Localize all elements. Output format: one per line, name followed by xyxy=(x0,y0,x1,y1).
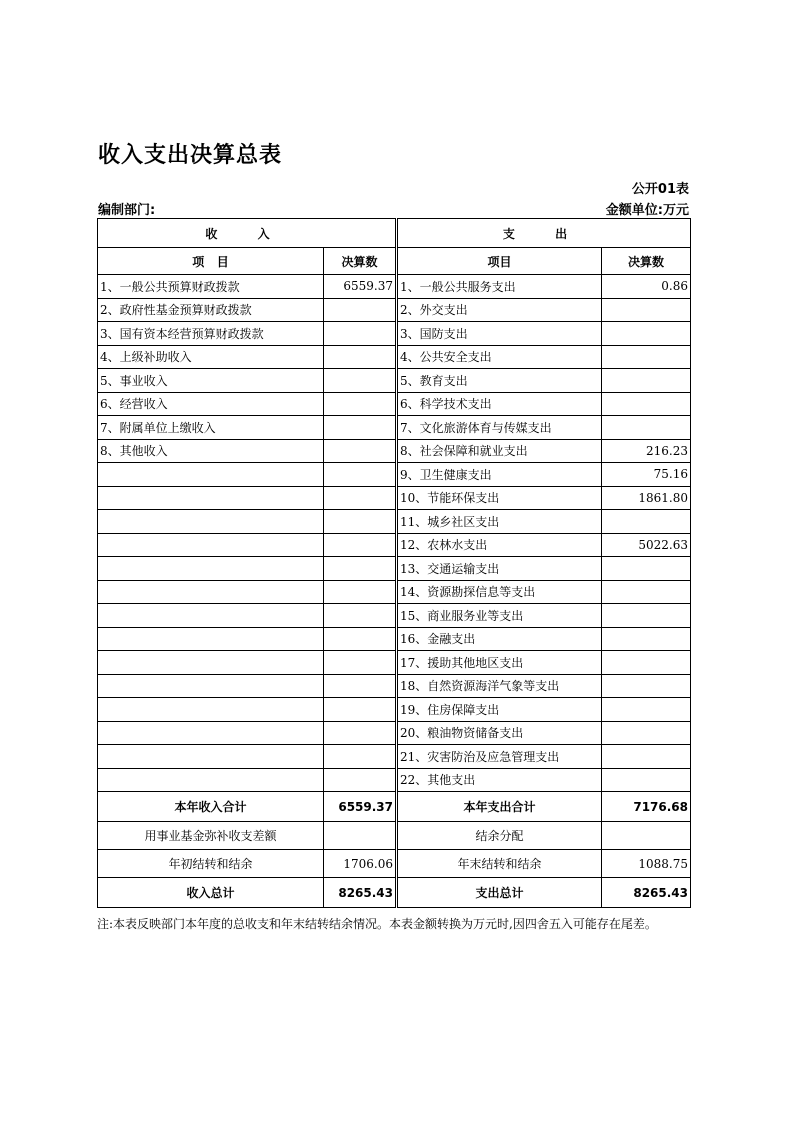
end-balance-value: 1088.75 xyxy=(602,850,691,878)
expense-item-header: 项目 xyxy=(397,248,602,275)
income-item-cell xyxy=(98,604,324,628)
expense-item-cell: 1、一般公共服务支出 xyxy=(397,275,602,299)
income-item-cell xyxy=(98,721,324,745)
expense-amount-cell xyxy=(602,369,691,393)
table-row xyxy=(98,510,691,534)
expense-item-cell: 6、科学技术支出 xyxy=(397,392,602,416)
income-total-value: 6559.37 xyxy=(324,792,397,822)
income-item-cell xyxy=(98,580,324,604)
fund-row xyxy=(98,822,691,850)
income-amount-cell xyxy=(324,510,397,534)
table-row xyxy=(98,486,691,510)
expense-total-value: 7176.68 xyxy=(602,792,691,822)
table-row xyxy=(98,345,691,369)
income-item-header: 项 目 xyxy=(98,248,324,275)
table-row xyxy=(98,439,691,463)
income-item-cell: 3、国有资本经营预算财政拨款 xyxy=(98,322,324,346)
expense-amount-cell xyxy=(602,510,691,534)
table-row xyxy=(98,674,691,698)
expense-item-cell: 20、粮油物资储备支出 xyxy=(397,721,602,745)
expense-item-cell: 11、城乡社区支出 xyxy=(397,510,602,534)
income-amount-cell xyxy=(324,651,397,675)
income-item-cell xyxy=(98,557,324,581)
table-row xyxy=(98,768,691,792)
table-row xyxy=(98,298,691,322)
expense-item-cell: 3、国防支出 xyxy=(397,322,602,346)
grand-total-row xyxy=(98,878,691,908)
income-item-cell: 5、事业收入 xyxy=(98,369,324,393)
income-item-cell: 1、一般公共预算财政拨款 xyxy=(98,275,324,299)
expense-item-cell: 22、其他支出 xyxy=(397,768,602,792)
expense-section-header: 支 出 xyxy=(397,219,691,248)
expense-amount-cell xyxy=(602,322,691,346)
end-balance-label: 年末结转和结余 xyxy=(397,850,602,878)
income-item-cell xyxy=(98,698,324,722)
expense-item-cell: 10、节能环保支出 xyxy=(397,486,602,510)
expense-item-cell: 16、金融支出 xyxy=(397,627,602,651)
income-amount-cell xyxy=(324,392,397,416)
begin-balance-value: 1706.06 xyxy=(324,850,397,878)
table-row xyxy=(98,416,691,440)
income-item-cell xyxy=(98,674,324,698)
expense-amount-cell xyxy=(602,345,691,369)
expense-amount-cell xyxy=(602,580,691,604)
income-item-cell xyxy=(98,486,324,510)
income-amount-cell xyxy=(324,533,397,557)
expense-amount-cell: 1861.80 xyxy=(602,486,691,510)
income-amount-cell xyxy=(324,768,397,792)
income-amount-cell xyxy=(324,557,397,581)
table-row xyxy=(98,533,691,557)
expense-amount-cell xyxy=(602,392,691,416)
expense-amount-cell xyxy=(602,745,691,769)
income-amount-cell xyxy=(324,745,397,769)
table-row xyxy=(98,604,691,628)
expense-item-cell: 19、住房保障支出 xyxy=(397,698,602,722)
table-row xyxy=(98,557,691,581)
expense-item-cell: 14、资源勘探信息等支出 xyxy=(397,580,602,604)
annual-total-row xyxy=(98,792,691,822)
table-row xyxy=(98,721,691,745)
grand-income-value: 8265.43 xyxy=(324,878,397,908)
income-item-cell xyxy=(98,627,324,651)
expense-item-cell: 13、交通运输支出 xyxy=(397,557,602,581)
expense-amount-cell: 216.23 xyxy=(602,439,691,463)
income-item-cell xyxy=(98,651,324,675)
table-row xyxy=(98,627,691,651)
expense-amount-cell xyxy=(602,768,691,792)
income-amount-cell xyxy=(324,345,397,369)
income-amount-header: 决算数 xyxy=(324,248,397,275)
expense-item-cell: 9、卫生健康支出 xyxy=(397,463,602,487)
expense-amount-cell: 5022.63 xyxy=(602,533,691,557)
income-amount-cell xyxy=(324,369,397,393)
table-row xyxy=(98,322,691,346)
page-title: 收入支出决算总表 xyxy=(98,143,283,168)
expense-amount-cell xyxy=(602,627,691,651)
grand-expense-value: 8265.43 xyxy=(602,878,691,908)
expense-amount-cell xyxy=(602,298,691,322)
income-item-cell xyxy=(98,463,324,487)
expense-item-cell: 2、外交支出 xyxy=(397,298,602,322)
surplus-dist-label: 结余分配 xyxy=(397,822,602,850)
income-total-label: 本年收入合计 xyxy=(98,792,324,822)
expense-amount-header: 决算数 xyxy=(602,248,691,275)
begin-balance-label: 年初结转和结余 xyxy=(98,850,324,878)
expense-amount-cell xyxy=(602,557,691,581)
table-row xyxy=(98,392,691,416)
table-row xyxy=(98,698,691,722)
income-amount-cell xyxy=(324,698,397,722)
expense-amount-cell xyxy=(602,674,691,698)
income-expense-table xyxy=(97,218,691,908)
column-header-row xyxy=(98,248,691,275)
income-amount-cell xyxy=(324,580,397,604)
expense-amount-cell xyxy=(602,698,691,722)
expense-amount-cell xyxy=(602,721,691,745)
income-amount-cell xyxy=(324,721,397,745)
unit-label: 金额单位:万元 xyxy=(605,203,689,218)
income-amount-cell xyxy=(324,486,397,510)
table-row xyxy=(98,580,691,604)
income-amount-cell xyxy=(324,674,397,698)
income-amount-cell: 6559.37 xyxy=(324,275,397,299)
income-section-header: 收 入 xyxy=(98,219,397,248)
expense-amount-cell: 0.86 xyxy=(602,275,691,299)
income-amount-cell xyxy=(324,416,397,440)
income-amount-cell xyxy=(324,463,397,487)
income-item-cell: 4、上级补助收入 xyxy=(98,345,324,369)
expense-total-label: 本年支出合计 xyxy=(397,792,602,822)
income-amount-cell xyxy=(324,298,397,322)
expense-item-cell: 18、自然资源海洋气象等支出 xyxy=(397,674,602,698)
carryover-row xyxy=(98,850,691,878)
expense-item-cell: 4、公共安全支出 xyxy=(397,345,602,369)
income-item-cell: 6、经营收入 xyxy=(98,392,324,416)
expense-amount-cell xyxy=(602,651,691,675)
income-item-cell: 7、附属单位上缴收入 xyxy=(98,416,324,440)
form-code: 公开01表 xyxy=(631,182,689,197)
grand-income-label: 收入总计 xyxy=(98,878,324,908)
fund-label: 用事业基金弥补收支差额 xyxy=(98,822,324,850)
income-item-cell xyxy=(98,510,324,534)
table-row xyxy=(98,275,691,299)
expense-item-cell: 5、教育支出 xyxy=(397,369,602,393)
expense-item-cell: 12、农林水支出 xyxy=(397,533,602,557)
expense-item-cell: 17、援助其他地区支出 xyxy=(397,651,602,675)
dept-label: 编制部门: xyxy=(98,203,156,218)
income-item-cell xyxy=(98,745,324,769)
expense-item-cell: 21、灾害防治及应急管理支出 xyxy=(397,745,602,769)
expense-item-cell: 15、商业服务业等支出 xyxy=(397,604,602,628)
expense-amount-cell xyxy=(602,604,691,628)
grand-expense-label: 支出总计 xyxy=(397,878,602,908)
footnote: 注:本表反映部门本年度的总收支和年末结转结余情况。本表金额转换为万元时,因四舍五入可能存在尾差。 xyxy=(97,917,657,931)
income-amount-cell xyxy=(324,439,397,463)
table-row xyxy=(98,745,691,769)
expense-amount-cell: 75.16 xyxy=(602,463,691,487)
expense-amount-cell xyxy=(602,416,691,440)
income-item-cell xyxy=(98,533,324,557)
expense-item-cell: 7、文化旅游体育与传媒支出 xyxy=(397,416,602,440)
income-item-cell xyxy=(98,768,324,792)
table-row xyxy=(98,651,691,675)
income-item-cell: 8、其他收入 xyxy=(98,439,324,463)
income-amount-cell xyxy=(324,627,397,651)
income-amount-cell xyxy=(324,604,397,628)
table-row xyxy=(98,369,691,393)
income-amount-cell xyxy=(324,322,397,346)
expense-item-cell: 8、社会保障和就业支出 xyxy=(397,439,602,463)
fund-value xyxy=(324,822,397,850)
surplus-dist-value xyxy=(602,822,691,850)
table-row xyxy=(98,463,691,487)
income-item-cell: 2、政府性基金预算财政拨款 xyxy=(98,298,324,322)
section-header-row xyxy=(98,219,691,248)
